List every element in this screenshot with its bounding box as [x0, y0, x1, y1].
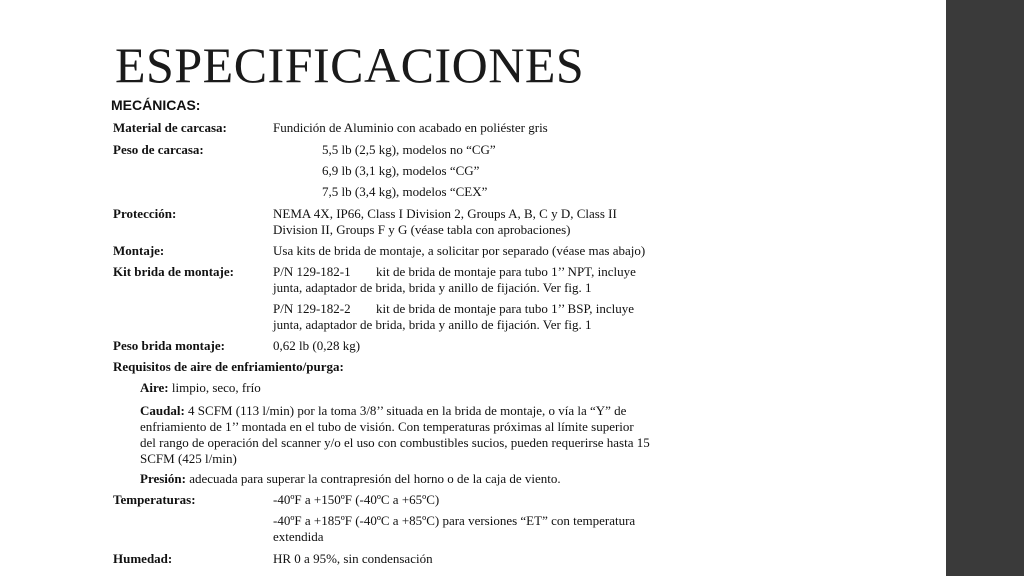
presion-label: Presión: — [140, 471, 186, 486]
caudal-line-1: 4 SCFM (113 l/min) por la toma 3/8’’ situada en la brida de montaje, o vía la “Y” de — [188, 403, 627, 418]
temperaturas-line-1: -40ºF a +150ºF (-40ºC a +65ºC) — [273, 492, 440, 507]
kit-pn-2: P/N 129-182-2 — [273, 301, 351, 316]
peso-value-2: 6,9 lb (3,1 kg), modelos “CG” — [322, 163, 480, 178]
kit-line2-2: junta, adaptador de brida, brida y anillo de fijación. Ver fig. 1 — [273, 317, 592, 332]
peso-value-1: 5,5 lb (2,5 kg), modelos no “CG” — [322, 142, 496, 157]
peso-value-3: 7,5 lb (3,4 kg), modelos “CEX” — [322, 184, 488, 199]
aire-row — [140, 380, 261, 396]
kit-desc-1: kit de brida de montaje para tubo 1’’ NPT, incluye — [376, 264, 636, 279]
section-header: MECÁNICAS: — [111, 97, 201, 113]
caudal-line-2: enfriamiento de 1’’ montada en el tubo de visión. Con temperaturas próximas al límite superior — [140, 419, 634, 434]
peso-label: Peso de carcasa: — [113, 142, 204, 157]
proteccion-line-2: Division II, Groups F y G (véase tabla con aprobaciones) — [273, 222, 571, 237]
caudal-row — [140, 403, 626, 419]
caudal-line-3: del rango de operación del scanner y/o el uso con combustibles sucios, pueden requerirse hasta 15 — [140, 435, 650, 450]
peso-brida-label: Peso brida montaje: — [113, 338, 225, 353]
aire-label: Aire: — [140, 380, 169, 395]
humedad-label: Humedad: — [113, 551, 173, 566]
temperaturas-line-3: extendida — [273, 529, 324, 544]
temperaturas-label: Temperaturas: — [113, 492, 196, 507]
kit-desc-2: kit de brida de montaje para tubo 1’’ BSP, incluye — [376, 301, 635, 316]
material-label: Material de carcasa: — [113, 120, 227, 135]
temperaturas-line-2: -40ºF a +185ºF (-40ºC a +85ºC) para versiones “ET” con temperatura — [273, 513, 636, 528]
montaje-label: Montaje: — [113, 243, 165, 258]
caudal-label: Caudal: — [140, 403, 185, 418]
proteccion-label: Protección: — [113, 206, 177, 221]
requisitos-label: Requisitos de aire de enfriamiento/purga: — [113, 359, 344, 374]
kit-label: Kit brida de montaje: — [113, 264, 234, 279]
presion-row — [140, 471, 561, 487]
material-value: Fundición de Aluminio con acabado en poliéster gris — [273, 120, 548, 135]
montaje-value: Usa kits de brida de montaje, a solicitar por separado (véase mas abajo) — [273, 243, 646, 258]
page-title: ESPECIFICACIONES — [115, 37, 585, 93]
proteccion-line-1: NEMA 4X, IP66, Class I Division 2, Groups A, B, C y D, Class II — [273, 206, 617, 221]
humedad-value: HR 0 a 95%, sin condensación — [273, 551, 433, 566]
kit-line2-1: junta, adaptador de brida, brida y anillo de fijación. Ver fig. 1 — [273, 280, 592, 295]
aire-value: limpio, seco, frío — [171, 380, 261, 395]
caudal-line-4: SCFM (425 l/min) — [140, 451, 237, 466]
right-sidebar-bar — [946, 0, 1024, 576]
kit-pn-1: P/N 129-182-1 — [273, 264, 351, 279]
peso-brida-value: 0,62 lb (0,28 kg) — [273, 338, 361, 353]
presion-value: adecuada para superar la contrapresión del horno o de la caja de viento. — [189, 471, 561, 486]
